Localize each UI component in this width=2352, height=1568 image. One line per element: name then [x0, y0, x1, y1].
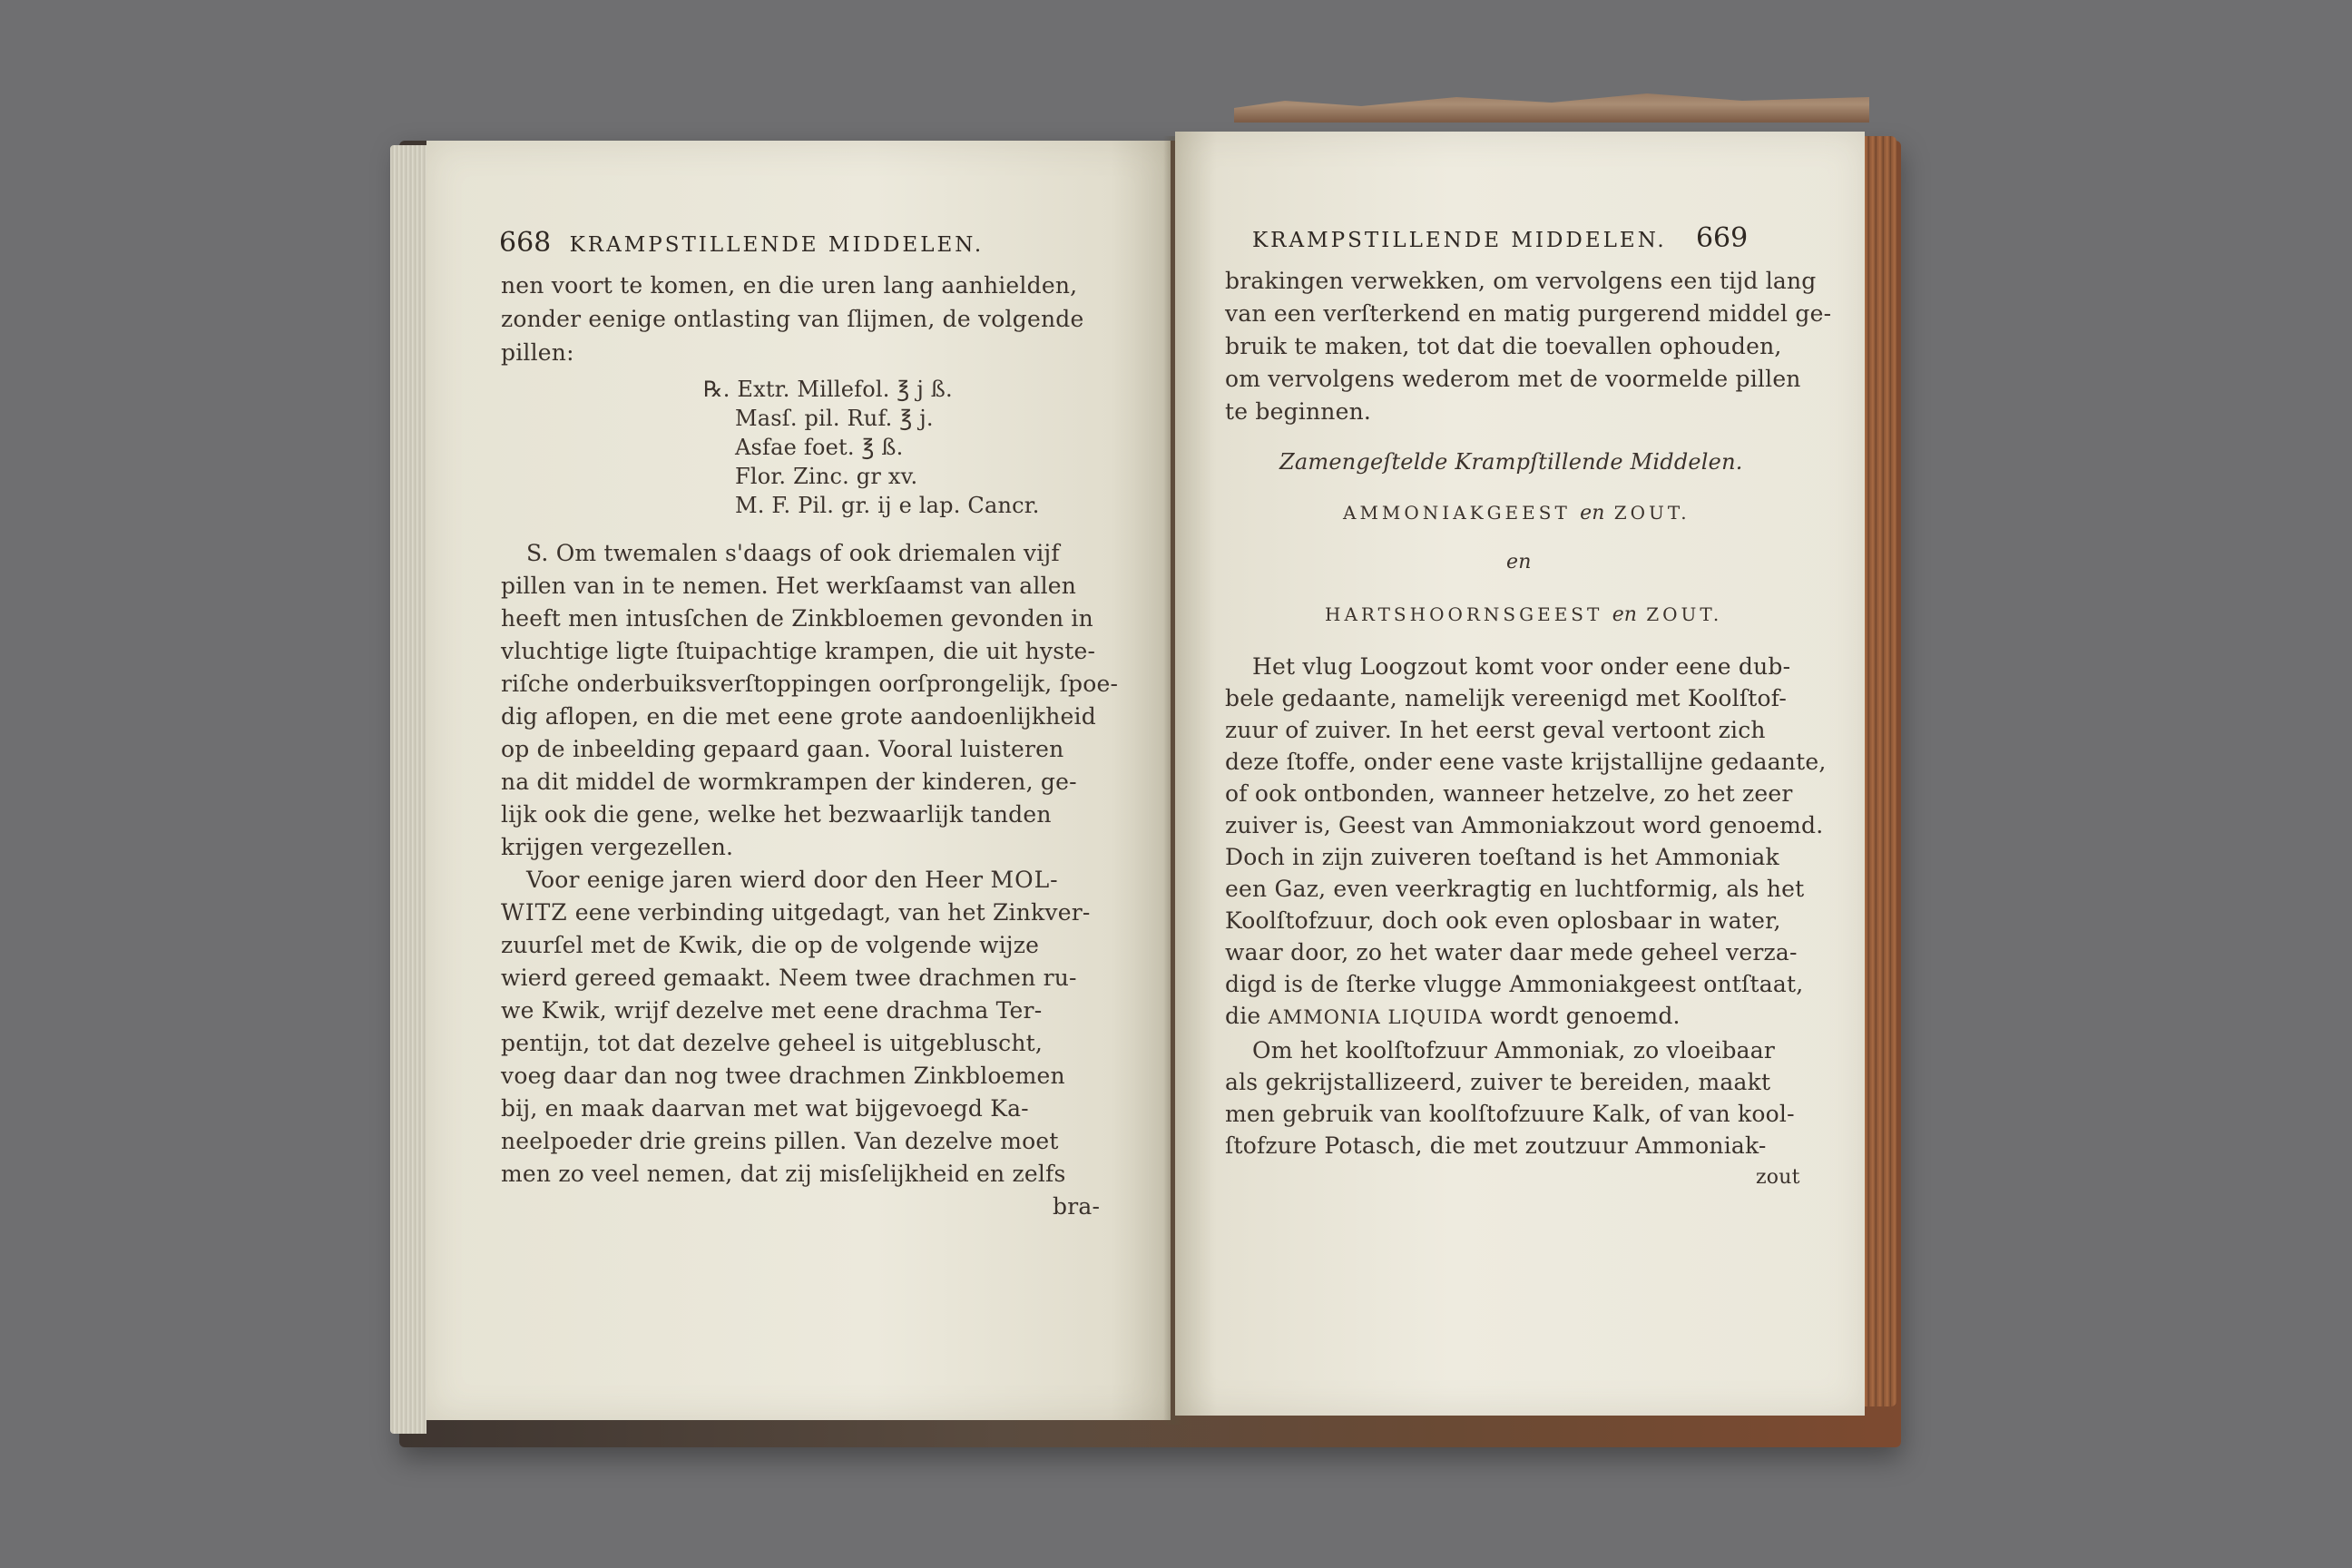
left-page-edges	[390, 145, 426, 1434]
left-p3-line-9: neelpoeder drie greins pillen. Van dezelve moet	[501, 1128, 1059, 1154]
left-page-number: 668	[499, 227, 552, 259]
left-p3-line-2	[501, 899, 1091, 926]
heading-hartshoornsgeest	[1325, 603, 1722, 626]
right-p3-line-3: men gebruik van koolſtofzuure Kalk, of van kool-	[1225, 1101, 1795, 1127]
left-p2-line-9: lijk ook die gene, welke het bezwaarlijk tanden	[501, 801, 1052, 828]
recipe-line-3: Asfae foet. ℥ ß.	[735, 435, 904, 460]
right-p3-line-2: als gekrijstallizeerd, zuiver te bereiden, maakt	[1225, 1069, 1771, 1095]
right-page-edges	[1862, 136, 1896, 1406]
right-p1-line-5: te beginnen.	[1225, 398, 1372, 425]
heading2-b: ZOUT.	[1646, 603, 1723, 625]
right-p2-line-4: deze ſtoffe, onder eene vaste krijstallijne gedaante,	[1225, 749, 1827, 775]
right-p3-line-1: Om het koolſtofzuur Ammoniak, zo vloeibaar	[1252, 1037, 1776, 1063]
left-p2-line-7: op de inbeelding gepaard gaan. Vooral luisteren	[501, 736, 1064, 762]
heading-ammoniakgeest	[1343, 502, 1690, 524]
right-p2-line-5: of ook ontbonden, wanneer hetzelve, zo het zeer	[1225, 780, 1793, 807]
left-running-title: KRAMPSTILLENDE MIDDELEN.	[569, 233, 985, 257]
right-page	[1175, 132, 1865, 1416]
name-mol: MOL-	[990, 867, 1059, 893]
right-p1-line-4: om vervolgens wederom met de voormelde pillen	[1225, 366, 1801, 392]
right-p2-line-2: bele gedaante, namelijk vereenigd met Koolſtof-	[1225, 685, 1787, 711]
left-p3-line-7: voeg daar dan nog twee drachmen Zinkbloemen	[501, 1063, 1065, 1089]
right-running-title: KRAMPSTILLENDE MIDDELEN.	[1252, 229, 1667, 252]
heading2-en: en	[1612, 603, 1637, 626]
left-p2-line-5: riſche onderbuiksverſtoppingen oorſprongelijk, ſpoe-	[501, 671, 1119, 697]
left-p2-line-8: na dit middel de wormkrampen der kinderen, ge-	[501, 769, 1077, 795]
right-page-number: 669	[1695, 222, 1749, 254]
right-p2-line-7: Doch in zijn zuiveren toeſtand is het Ammoniak	[1225, 844, 1779, 870]
left-p2-line-4: vluchtige ligte ſtuipachtige krampen, die uit hyste-	[501, 638, 1096, 664]
recipe-line-2: Masſ. pil. Ruf. ℥ j.	[735, 406, 934, 431]
ammonia-liquida: AMMONIA LIQUIDA	[1268, 1006, 1483, 1028]
section-title: Zamengeſtelde Krampſtillende Middelen.	[1279, 449, 1743, 475]
left-p3-line-8: bij, en maak daarvan met wat bijgevoegd Ka-	[501, 1095, 1029, 1122]
right-p2-line-9: Koolſtofzuur, doch ook even oplosbaar in water,	[1225, 907, 1781, 934]
right-p2-line-12	[1225, 1003, 1681, 1029]
right-running-head	[1252, 222, 1748, 254]
left-p3-line-10: men zo veel nemen, dat zij misſelijkheid en zelfs	[501, 1161, 1066, 1187]
left-p2-line-10: krijgen vergezellen.	[501, 834, 734, 860]
left-line-2: zonder eenige ontlasting van ſlijmen, de volgende	[501, 306, 1084, 332]
left-line-1: nen voort te komen, en die uren lang aanhielden,	[501, 272, 1078, 299]
right-p2-line-6: zuiver is, Geest van Ammoniakzout word genoemd.	[1225, 812, 1824, 838]
heading1-en: en	[1580, 502, 1605, 524]
left-running-head	[499, 227, 984, 259]
left-page	[426, 141, 1171, 1420]
right-p1-line-1: brakingen verwekken, om vervolgens een tijd lang	[1225, 268, 1817, 294]
recipe-line-5: M. F. Pil. gr. ij e lap. Cancr.	[735, 493, 1040, 518]
right-p2-line-3: zuur of zuiver. In het eerst geval vertoont zich	[1225, 717, 1766, 743]
open-book	[390, 127, 1896, 1443]
heading2-a: HARTSHOORNSGEEST	[1325, 603, 1603, 625]
left-catchword: bra-	[1053, 1193, 1101, 1220]
left-p3-line-1	[526, 867, 1059, 893]
left-p3-line-1-text: Voor eenige jaren wierd door den Heer	[526, 867, 984, 893]
right-p1-line-2: van een verſterkend en matig purgerend middel ge-	[1225, 300, 1832, 327]
recipe-line-1: ℞. Extr. Millefol. ℥ j ß.	[703, 377, 953, 402]
left-p2-line-3: heeft men intusſchen de Zinkbloemen gevonden in	[501, 605, 1093, 632]
right-p2-line-12-suffix: wordt genoemd.	[1490, 1003, 1681, 1029]
left-p2-line-6: dig aflopen, en die met eene grote aandoenlijkheid	[501, 703, 1096, 730]
right-p1-line-3: bruik te maken, tot dat die toevallen ophouden,	[1225, 333, 1782, 359]
left-p3-line-5: we Kwik, wrijf dezelve met eene drachma Ter-	[501, 997, 1043, 1024]
right-p2-line-11: digd is de ſterke vlugge Ammoniakgeest ontſtaat,	[1225, 971, 1804, 997]
left-p2-line-1: S. Om twemalen s'daags of ook driemalen vijf	[526, 540, 1060, 566]
right-p2-line-1: Het vlug Loogzout komt voor onder eene dub-	[1252, 653, 1791, 680]
left-line-3: pillen:	[501, 339, 574, 366]
left-p3-line-3: zuurſel met de Kwik, die op de volgende wijze	[501, 932, 1040, 958]
recipe-line-4: Flor. Zinc. gr xv.	[735, 464, 918, 489]
left-p3-line-6: pentijn, tot dat dezelve geheel is uitgebluscht,	[501, 1030, 1044, 1056]
right-p2-line-10: waar door, zo het water daar mede geheel verza-	[1225, 939, 1798, 965]
right-p3-line-4: ſtofzure Potasch, die met zoutzuur Ammoniak-	[1225, 1132, 1767, 1159]
left-p3-line-2-text: eene verbinding uitgedagt, van het Zinkver-	[574, 899, 1091, 926]
left-p2-line-2: pillen van in te nemen. Het werkſaamst van allen	[501, 573, 1077, 599]
heading-en: en	[1506, 551, 1532, 573]
right-p2-line-8: een Gaz, even veerkragtig en luchtformig, als het	[1225, 876, 1805, 902]
name-witz: WITZ	[501, 899, 568, 926]
right-catchword: zout	[1756, 1166, 1800, 1189]
left-p3-line-4: wierd gereed gemaakt. Neem twee drachmen ru-	[501, 965, 1077, 991]
right-p2-line-12-prefix: die	[1225, 1003, 1261, 1029]
heading1-a: AMMONIAKGEEST	[1343, 502, 1571, 524]
torn-top-edge	[1234, 86, 1869, 122]
heading1-b: ZOUT.	[1613, 502, 1690, 524]
